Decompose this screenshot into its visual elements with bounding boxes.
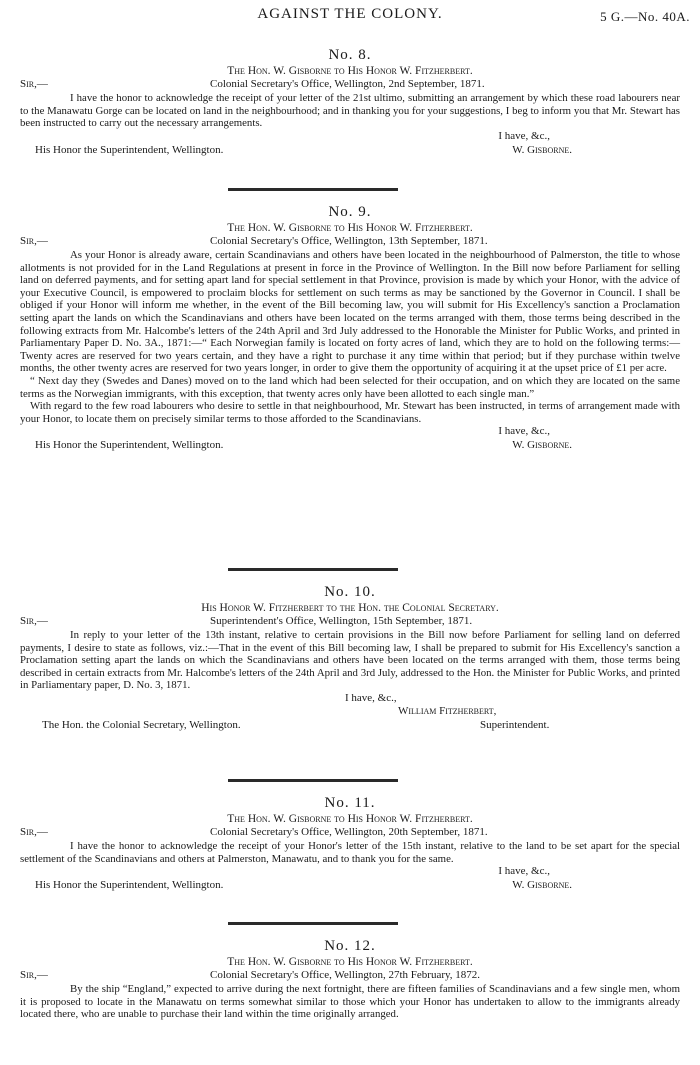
- letter-paragraph: I have the honor to acknowledge the receipt of your Honor's letter of the 15th instant, relative to the land to be set apart for the special settlement of the Scandinavians and others at Palmerston, Manawatu, and to thank you for the same.: [20, 840, 680, 865]
- letter-no-10: [20, 583, 680, 736]
- salutation: Sir,—: [20, 235, 48, 247]
- letter-closing: [20, 425, 680, 453]
- letter-no-12: [20, 937, 680, 1021]
- salutation: Sir,—: [20, 615, 48, 627]
- letter-number: No. 11.: [324, 795, 376, 811]
- signature: W. Gisborne.: [512, 439, 572, 452]
- dateline: Colonial Secretary's Office, Wellington, 27th February, 1872.: [210, 969, 481, 981]
- letter-number: No. 9.: [328, 204, 372, 220]
- letter-no-9: [20, 203, 680, 453]
- addressee: His Honor the Superintendent, Wellington.: [35, 879, 224, 892]
- salutation-line: [20, 78, 680, 92]
- closing-phrase: I have, &c.,: [498, 129, 550, 142]
- letter-paragraph: I have the honor to acknowledge the receipt of your letter of the 21st ultimo, submitting an arrangement by which these road labourers near to the Manawatu Gorge can be located on land in the neighbourhood; and in thanking you for your suggestions, I beg to inform you that Mr. Stewart has been instructed to carry out the necessary arrangements.: [20, 92, 680, 130]
- dateline: Colonial Secretary's Office, Wellington, 13th September, 1871.: [210, 235, 488, 247]
- letter-heading: The Hon. W. Gisborne to His Honor W. Fitzherbert.: [227, 222, 473, 234]
- salutation: Sir,—: [20, 969, 48, 981]
- dateline: Colonial Secretary's Office, Wellington, 20th September, 1871.: [210, 826, 488, 838]
- salutation-line: [20, 615, 680, 629]
- addressee: His Honor the Superintendent, Wellington.: [35, 439, 224, 452]
- letter-number: No. 10.: [324, 584, 376, 600]
- letter-no-11: [20, 794, 680, 893]
- salutation-line: [20, 826, 680, 840]
- letter-heading: His Honor W. Fitzherbert to the Hon. the Colonial Secretary.: [201, 602, 499, 614]
- letter-paragraph: As your Honor is already aware, certain Scandinavians and others have been located in the neighbourhood of Palmerston, the title to whose allotments is not provided for in the Land Regulations at present in force in the Province of Wellington. In the Bill now before Parliament for selling land on deferred payments, and for setting apart land for special settlement in that Province, provision is made by which your Honor, with the advice of your Executive Council, is empowered to proclaim blocks for settlement on such terms as may be sanctioned by the Governor in Council. I shall be obliged if your Honor will inform me whether, in the event of the Bill becoming law, you will submit for His Excellency's sanction a Proclamation setting apart the lands on which the Scandinavians and others have been located on the terms arranged with them, those terms being described in the following extracts from Mr. Halcombe's letters of the 24th April and 3rd July addressed to the Honorable the Minister for Public Works, and printed in Parliamentary Paper D. No. 3A., 1871:—“ Each Norwegian family is located on forty acres of land, which they are to hold on the following terms:—Twenty acres are reserved for two years certain, and they have a right to purchase it any time within that period; but if they purchase within twelve months, the other twenty acres are reserved for two years longer, in order to give them the opportunity of acquiring it at the upset price of £1 per acre.: [20, 249, 680, 375]
- letter-number: No. 12.: [324, 938, 376, 954]
- letter-paragraph: In reply to your letter of the 13th instant, relative to certain provisions in the Bill now before Parliament for selling land on deferred payments, I desire to state as follows, viz.:—That in the event of this Bill becoming law, I shall be prepared to submit for His Excellency's sanction a Proclamation setting apart the lands on which the Scandinavians and others have been located on the terms arranged with them, those terms being described in certain extracts from Mr. Halcombe's letters of the 24th April and 3rd July, addressed to the Hon. the Minister for Public Works, and printed in Parliamentary paper, D. No. 3, 1871.: [20, 629, 680, 692]
- section-divider: [228, 922, 398, 925]
- page-reference: 5 G.—No. 40A.: [600, 9, 690, 24]
- salutation: Sir,—: [20, 78, 48, 90]
- dateline: Superintendent's Office, Wellington, 15th September, 1871.: [210, 615, 473, 627]
- addressee: The Hon. the Colonial Secretary, Wellington.: [42, 718, 241, 731]
- signature: W. Gisborne.: [512, 879, 572, 892]
- salutation: Sir,—: [20, 826, 48, 838]
- closing-phrase: I have, &c.,: [345, 691, 397, 704]
- letter-closing: [20, 692, 680, 736]
- section-divider: [228, 188, 398, 191]
- letter-heading: The Hon. W. Gisborne to His Honor W. Fitzherbert.: [227, 65, 473, 77]
- signature: W. Gisborne.: [512, 143, 572, 156]
- letter-heading: The Hon. W. Gisborne to His Honor W. Fitzherbert.: [227, 956, 473, 968]
- letter-paragraph: “ Next day they (Swedes and Danes) moved on to the land which had been selected for their occupation, and on which they are located on the same terms as the Norwegian immigrants, with this exception, that twenty acres only have been allotted to each single man.”: [20, 374, 680, 400]
- signature-title: Superintendent.: [480, 718, 550, 731]
- letter-no-8: [20, 46, 680, 158]
- letter-closing: [20, 130, 680, 158]
- salutation-line: [20, 969, 680, 983]
- letter-paragraph: With regard to the few road labourers who desire to settle in that neighbourhood, Mr. Stewart has been instructed, in terms of arrangement made with your Honor, to locate them on precisely similar terms to those afforded to the Scandinavians.: [20, 400, 680, 425]
- closing-phrase: I have, &c.,: [498, 865, 550, 878]
- running-title: AGAINST THE COLONY.: [257, 6, 443, 22]
- section-divider: [228, 779, 398, 782]
- letter-heading: The Hon. W. Gisborne to His Honor W. Fitzherbert.: [227, 813, 473, 825]
- salutation-line: [20, 235, 680, 249]
- section-divider: [228, 568, 398, 571]
- letter-number: No. 8.: [328, 47, 372, 63]
- letter-closing: [20, 865, 680, 893]
- letter-paragraph: By the ship “England,” expected to arrive during the next fortnight, there are fifteen families of Scandinavians and a few single men, whom it is proposed to locate in the Manawatu on terms somewhat similar to those which your Honor has undertaken to allow to the immigrants already located there, who are unable to purchase their land within the time originally arranged.: [20, 983, 680, 1021]
- dateline: Colonial Secretary's Office, Wellington, 2nd September, 1871.: [210, 78, 485, 90]
- closing-phrase: I have, &c.,: [498, 425, 550, 438]
- addressee: His Honor the Superintendent, Wellington.: [35, 143, 224, 156]
- signature: William Fitzherbert,: [398, 704, 497, 717]
